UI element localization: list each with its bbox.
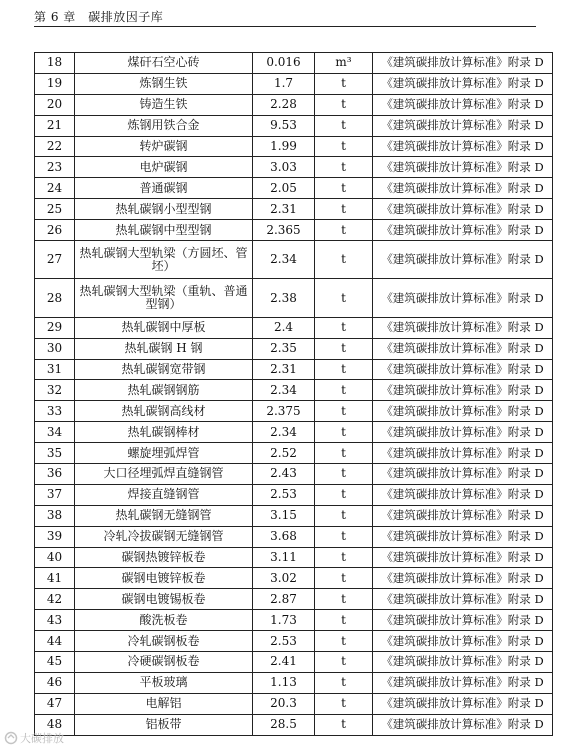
factor-value: 0.016 xyxy=(253,53,315,74)
material-name: 冷轧冷拔碳钢无缝钢管 xyxy=(75,526,253,547)
unit: t xyxy=(315,568,373,589)
unit: t xyxy=(315,199,373,220)
data-source: 《建筑碳排放计算标准》附录 D xyxy=(373,157,553,178)
data-source: 《建筑碳排放计算标准》附录 D xyxy=(373,505,553,526)
row-number: 47 xyxy=(35,693,75,714)
unit: t xyxy=(315,672,373,693)
row-number: 22 xyxy=(35,136,75,157)
table-row xyxy=(35,714,553,735)
data-source: 《建筑碳排放计算标准》附录 D xyxy=(373,568,553,589)
table-row xyxy=(35,359,553,380)
row-number: 30 xyxy=(35,338,75,359)
factor-value: 2.52 xyxy=(253,443,315,464)
table-row xyxy=(35,672,553,693)
row-number: 27 xyxy=(35,241,75,279)
unit: t xyxy=(315,610,373,631)
unit: t xyxy=(315,589,373,610)
material-name: 铝板带 xyxy=(75,714,253,735)
material-name: 碳钢热镀锌板卷 xyxy=(75,547,253,568)
row-number: 32 xyxy=(35,380,75,401)
table-row xyxy=(35,693,553,714)
row-number: 42 xyxy=(35,589,75,610)
factor-value: 2.35 xyxy=(253,338,315,359)
factor-value: 2.41 xyxy=(253,652,315,673)
table-row xyxy=(35,136,553,157)
row-number: 39 xyxy=(35,526,75,547)
material-name: 螺旋埋弧焊管 xyxy=(75,443,253,464)
factor-value: 2.53 xyxy=(253,484,315,505)
unit: t xyxy=(315,241,373,279)
factor-value: 20.3 xyxy=(253,693,315,714)
factor-value: 3.02 xyxy=(253,568,315,589)
table-body xyxy=(35,53,553,736)
table-row xyxy=(35,547,553,568)
unit: t xyxy=(315,380,373,401)
factor-value: 3.03 xyxy=(253,157,315,178)
material-name: 热轧碳钢钢筋 xyxy=(75,380,253,401)
data-source: 《建筑碳排放计算标准》附录 D xyxy=(373,136,553,157)
watermark xyxy=(4,730,64,746)
unit: t xyxy=(315,443,373,464)
material-name: 碳钢电镀锌板卷 xyxy=(75,568,253,589)
unit: t xyxy=(315,652,373,673)
factor-value: 2.38 xyxy=(253,279,315,317)
data-source: 《建筑碳排放计算标准》附录 D xyxy=(373,526,553,547)
table-row xyxy=(35,422,553,443)
factor-value: 3.68 xyxy=(253,526,315,547)
table-row xyxy=(35,464,553,485)
material-name: 碳钢电镀锡板卷 xyxy=(75,589,253,610)
data-source: 《建筑碳排放计算标准》附录 D xyxy=(373,73,553,94)
material-name: 焊接直缝钢管 xyxy=(75,484,253,505)
table-row xyxy=(35,115,553,136)
unit: t xyxy=(315,693,373,714)
data-source: 《建筑碳排放计算标准》附录 D xyxy=(373,693,553,714)
material-name: 铸造生铁 xyxy=(75,94,253,115)
row-number: 34 xyxy=(35,422,75,443)
row-number: 31 xyxy=(35,359,75,380)
factor-value: 3.15 xyxy=(253,505,315,526)
factor-value: 28.5 xyxy=(253,714,315,735)
row-number: 20 xyxy=(35,94,75,115)
factor-value: 2.43 xyxy=(253,464,315,485)
factor-value: 2.28 xyxy=(253,94,315,115)
row-number: 44 xyxy=(35,631,75,652)
unit: t xyxy=(315,178,373,199)
factor-value: 2.365 xyxy=(253,220,315,241)
table-row xyxy=(35,178,553,199)
data-source: 《建筑碳排放计算标准》附录 D xyxy=(373,589,553,610)
row-number: 18 xyxy=(35,53,75,74)
material-name: 热轧碳钢 H 钢 xyxy=(75,338,253,359)
data-source: 《建筑碳排放计算标准》附录 D xyxy=(373,484,553,505)
data-source: 《建筑碳排放计算标准》附录 D xyxy=(373,178,553,199)
data-source: 《建筑碳排放计算标准》附录 D xyxy=(373,443,553,464)
factor-value: 2.34 xyxy=(253,380,315,401)
unit: t xyxy=(315,714,373,735)
row-number: 36 xyxy=(35,464,75,485)
material-name: 酸洗板卷 xyxy=(75,610,253,631)
material-name: 热轧碳钢小型型钢 xyxy=(75,199,253,220)
unit: t xyxy=(315,279,373,317)
data-source: 《建筑碳排放计算标准》附录 D xyxy=(373,317,553,338)
material-name: 热轧碳钢无缝钢管 xyxy=(75,505,253,526)
factor-value: 3.11 xyxy=(253,547,315,568)
table-row xyxy=(35,610,553,631)
table-row xyxy=(35,484,553,505)
factor-value: 2.34 xyxy=(253,241,315,279)
material-name: 冷硬碳钢板卷 xyxy=(75,652,253,673)
table-row xyxy=(35,220,553,241)
data-source: 《建筑碳排放计算标准》附录 D xyxy=(373,672,553,693)
factor-value: 2.53 xyxy=(253,631,315,652)
data-source: 《建筑碳排放计算标准》附录 D xyxy=(373,241,553,279)
material-name: 热轧碳钢棒材 xyxy=(75,422,253,443)
factor-value: 2.4 xyxy=(253,317,315,338)
factor-value: 1.13 xyxy=(253,672,315,693)
row-number: 43 xyxy=(35,610,75,631)
table-row xyxy=(35,589,553,610)
unit: t xyxy=(315,73,373,94)
emission-factor-table xyxy=(34,52,553,736)
row-number: 45 xyxy=(35,652,75,673)
unit: t xyxy=(315,547,373,568)
factor-value: 2.375 xyxy=(253,401,315,422)
header-rule xyxy=(34,26,536,27)
unit: t xyxy=(315,157,373,178)
factor-value: 1.99 xyxy=(253,136,315,157)
row-number: 23 xyxy=(35,157,75,178)
table-row xyxy=(35,94,553,115)
data-source: 《建筑碳排放计算标准》附录 D xyxy=(373,115,553,136)
material-name: 炼钢用铁合金 xyxy=(75,115,253,136)
row-number: 46 xyxy=(35,672,75,693)
unit: t xyxy=(315,115,373,136)
table-row xyxy=(35,199,553,220)
material-name: 热轧碳钢宽带钢 xyxy=(75,359,253,380)
factor-value: 2.34 xyxy=(253,422,315,443)
factor-value: 2.87 xyxy=(253,589,315,610)
unit: t xyxy=(315,484,373,505)
factor-value: 1.73 xyxy=(253,610,315,631)
factor-value: 2.05 xyxy=(253,178,315,199)
table-row xyxy=(35,380,553,401)
unit: t xyxy=(315,359,373,380)
factor-value: 2.31 xyxy=(253,199,315,220)
data-source: 《建筑碳排放计算标准》附录 D xyxy=(373,220,553,241)
data-source: 《建筑碳排放计算标准》附录 D xyxy=(373,714,553,735)
row-number: 48 xyxy=(35,714,75,735)
data-source: 《建筑碳排放计算标准》附录 D xyxy=(373,338,553,359)
material-name: 平板玻璃 xyxy=(75,672,253,693)
material-name: 电解铝 xyxy=(75,693,253,714)
row-number: 29 xyxy=(35,317,75,338)
data-source: 《建筑碳排放计算标准》附录 D xyxy=(373,401,553,422)
data-source: 《建筑碳排放计算标准》附录 D xyxy=(373,422,553,443)
table-row xyxy=(35,338,553,359)
factor-value: 9.53 xyxy=(253,115,315,136)
data-source: 《建筑碳排放计算标准》附录 D xyxy=(373,631,553,652)
table-row xyxy=(35,317,553,338)
material-name: 转炉碳钢 xyxy=(75,136,253,157)
material-name: 热轧碳钢大型轨梁（方圆坯、管坯） xyxy=(75,241,253,279)
unit: t xyxy=(315,94,373,115)
unit: m³ xyxy=(315,53,373,74)
table-row xyxy=(35,157,553,178)
unit: t xyxy=(315,401,373,422)
row-number: 21 xyxy=(35,115,75,136)
unit: t xyxy=(315,220,373,241)
data-source: 《建筑碳排放计算标准》附录 D xyxy=(373,610,553,631)
row-number: 19 xyxy=(35,73,75,94)
unit: t xyxy=(315,422,373,443)
data-source: 《建筑碳排放计算标准》附录 D xyxy=(373,359,553,380)
watermark-logo-icon xyxy=(4,731,18,745)
unit: t xyxy=(315,526,373,547)
table-row xyxy=(35,652,553,673)
data-source: 《建筑碳排放计算标准》附录 D xyxy=(373,547,553,568)
table-row xyxy=(35,401,553,422)
table-row xyxy=(35,73,553,94)
material-name: 煤矸石空心砖 xyxy=(75,53,253,74)
data-source: 《建筑碳排放计算标准》附录 D xyxy=(373,199,553,220)
material-name: 热轧碳钢中型型钢 xyxy=(75,220,253,241)
unit: t xyxy=(315,631,373,652)
unit: t xyxy=(315,505,373,526)
table-row xyxy=(35,53,553,74)
table-row xyxy=(35,505,553,526)
table-row xyxy=(35,631,553,652)
row-number: 24 xyxy=(35,178,75,199)
unit: t xyxy=(315,338,373,359)
unit: t xyxy=(315,317,373,338)
table-row xyxy=(35,526,553,547)
material-name: 热轧碳钢高线材 xyxy=(75,401,253,422)
row-number: 33 xyxy=(35,401,75,422)
data-source: 《建筑碳排放计算标准》附录 D xyxy=(373,279,553,317)
factor-value: 1.7 xyxy=(253,73,315,94)
row-number: 28 xyxy=(35,279,75,317)
row-number: 38 xyxy=(35,505,75,526)
data-source: 《建筑碳排放计算标准》附录 D xyxy=(373,464,553,485)
data-source: 《建筑碳排放计算标准》附录 D xyxy=(373,53,553,74)
table-row xyxy=(35,241,553,279)
unit: t xyxy=(315,464,373,485)
material-name: 普通碳钢 xyxy=(75,178,253,199)
factor-value: 2.31 xyxy=(253,359,315,380)
row-number: 37 xyxy=(35,484,75,505)
row-number: 25 xyxy=(35,199,75,220)
table-row xyxy=(35,568,553,589)
material-name: 大口径埋弧焊直缝钢管 xyxy=(75,464,253,485)
watermark-text: 大碳排放 xyxy=(20,732,64,745)
row-number: 26 xyxy=(35,220,75,241)
data-source: 《建筑碳排放计算标准》附录 D xyxy=(373,652,553,673)
unit: t xyxy=(315,136,373,157)
row-number: 35 xyxy=(35,443,75,464)
material-name: 炼钢生铁 xyxy=(75,73,253,94)
data-source: 《建筑碳排放计算标准》附录 D xyxy=(373,380,553,401)
table-row xyxy=(35,443,553,464)
data-source: 《建筑碳排放计算标准》附录 D xyxy=(373,94,553,115)
material-name: 热轧碳钢中厚板 xyxy=(75,317,253,338)
material-name: 热轧碳钢大型轨梁（重轨、普通型钢） xyxy=(75,279,253,317)
material-name: 冷轧碳钢板卷 xyxy=(75,631,253,652)
material-name: 电炉碳钢 xyxy=(75,157,253,178)
chapter-header: 第 6 章 碳排放因子库 xyxy=(34,10,164,24)
row-number: 41 xyxy=(35,568,75,589)
row-number: 40 xyxy=(35,547,75,568)
table-row xyxy=(35,279,553,317)
